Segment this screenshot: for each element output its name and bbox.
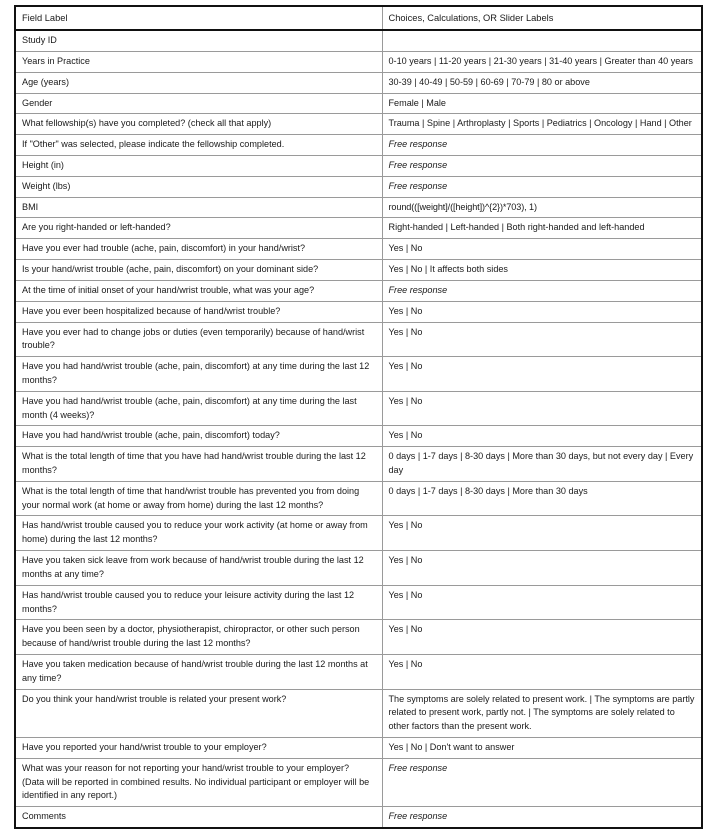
field-label-cell bbox=[15, 620, 382, 655]
field-label-text: Has hand/wrist trouble caused you to reduce your work activity (at home or away from home) during the last 12 months? bbox=[22, 520, 368, 545]
choices-text: 0 days | 1-7 days | 8-30 days | More than 30 days, but not every day | Every day bbox=[388, 451, 694, 475]
choices-cell bbox=[382, 516, 702, 551]
choices-text: 0 days | 1-7 days | 8-30 days | More than 30 days bbox=[388, 485, 588, 496]
field-label-text: Have you had hand/wrist trouble (ache, pain, discomfort) at any time during the last 12 months? bbox=[22, 361, 370, 385]
field-label-cell bbox=[15, 481, 382, 516]
choices-cell bbox=[382, 551, 702, 586]
field-label-text: If "Other" was selected, please indicate the fellowship completed. bbox=[22, 139, 285, 150]
free-response-text: Free response bbox=[388, 762, 448, 773]
table-row bbox=[15, 807, 702, 828]
choices-cell bbox=[382, 239, 702, 260]
field-label-text: What was your reason for not reporting your hand/wrist trouble to your employer? bbox=[22, 762, 350, 773]
field-label-text: Height (in) bbox=[22, 160, 64, 170]
free-response-text: Free response bbox=[388, 139, 448, 150]
choices-text: Yes | No bbox=[388, 361, 423, 372]
field-label-cell bbox=[15, 239, 382, 260]
free-response-text: Free response bbox=[388, 284, 448, 295]
field-label-cell bbox=[15, 516, 382, 551]
field-label-text: Do you think your hand/wrist trouble is related your present work? bbox=[22, 693, 287, 704]
field-label-cell bbox=[15, 807, 382, 828]
field-label-text: Is your hand/wrist trouble (ache, pain, discomfort) on your dominant side? bbox=[22, 264, 319, 275]
choices-cell bbox=[382, 135, 702, 156]
choices-text: Yes | No bbox=[388, 430, 423, 441]
choices-cell bbox=[382, 30, 702, 51]
choices-cell bbox=[382, 51, 702, 72]
table-row bbox=[15, 51, 702, 72]
choices-cell bbox=[382, 72, 702, 93]
choices-cell bbox=[382, 391, 702, 426]
field-label-text: Weight (lbs) bbox=[22, 180, 71, 191]
free-response-text: Free response bbox=[388, 160, 448, 170]
choices-text: Yes | No bbox=[388, 326, 423, 337]
table-row bbox=[15, 551, 702, 586]
choices-text: Yes | No bbox=[388, 555, 423, 566]
table-row bbox=[15, 758, 702, 806]
field-label-text: BMI bbox=[22, 201, 39, 212]
field-label-cell bbox=[15, 357, 382, 392]
field-label-text: What fellowship(s) have you completed? (check all that apply) bbox=[22, 118, 272, 129]
choices-text: Yes | No bbox=[388, 658, 423, 669]
field-label-text: Have you ever been hospitalized because of hand/wrist trouble? bbox=[22, 305, 281, 316]
field-label-cell bbox=[15, 447, 382, 482]
field-label-cell bbox=[15, 218, 382, 239]
field-label-cell bbox=[15, 758, 382, 806]
choices-cell bbox=[382, 738, 702, 759]
field-label-text: What is the total length of time that hand/wrist trouble has prevented you from doing your normal work (at home or away from home) during the last 12 months? bbox=[22, 485, 360, 510]
field-label-text: Have you taken sick leave from work because of hand/wrist trouble during the last 12 months at any time? bbox=[22, 555, 364, 579]
field-label-text: Have you taken medication because of hand/wrist trouble during the last 12 months at any time? bbox=[22, 658, 368, 683]
field-label-text: Have you ever had to change jobs or duties (even temporarily) because of hand/wrist trouble? bbox=[22, 326, 365, 351]
field-label-text: Age (years) bbox=[22, 76, 70, 87]
field-label-text: What is the total length of time that you have had hand/wrist trouble during the last 12 months? bbox=[22, 451, 366, 475]
choices-cell bbox=[382, 322, 702, 357]
table-row bbox=[15, 176, 702, 197]
choices-text: Yes | No bbox=[388, 520, 423, 531]
choices-cell bbox=[382, 357, 702, 392]
table-row bbox=[15, 93, 702, 114]
field-label-cell bbox=[15, 738, 382, 759]
choices-text: 30-39 | 40-49 | 50-59 | 60-69 | 70-79 | 80 or above bbox=[388, 76, 590, 87]
table-row bbox=[15, 135, 702, 156]
choices-cell bbox=[382, 689, 702, 737]
choices-cell bbox=[382, 93, 702, 114]
table-row bbox=[15, 654, 702, 689]
choices-cell bbox=[382, 758, 702, 806]
field-label-cell bbox=[15, 197, 382, 218]
table-row bbox=[15, 620, 702, 655]
choices-text: Yes | No bbox=[388, 243, 423, 254]
field-label-cell bbox=[15, 689, 382, 737]
column-header-choices: Choices, Calculations, OR Slider Labels bbox=[382, 6, 702, 30]
field-label-cell bbox=[15, 176, 382, 197]
table-row bbox=[15, 391, 702, 426]
field-label-cell bbox=[15, 156, 382, 177]
choices-text: Yes | No bbox=[388, 624, 423, 635]
choices-cell bbox=[382, 301, 702, 322]
choices-text: Yes | No bbox=[388, 589, 423, 600]
field-label-cell bbox=[15, 585, 382, 620]
choices-text: Yes | No bbox=[388, 395, 423, 406]
field-label-cell bbox=[15, 30, 382, 51]
choices-text: Female | Male bbox=[388, 97, 446, 108]
choices-cell bbox=[382, 197, 702, 218]
free-response-text: Free response bbox=[388, 811, 448, 822]
choices-cell bbox=[382, 654, 702, 689]
table-row bbox=[15, 30, 702, 51]
table-row bbox=[15, 516, 702, 551]
field-label-text: Have you been seen by a doctor, physiotherapist, chiropractor, or other such person because of hand/wrist trouble during the last 12 months? bbox=[22, 624, 360, 649]
calculation-text: round(([weight]/([height])^{2})*703), 1) bbox=[388, 201, 537, 212]
choices-text: Yes | No bbox=[388, 305, 423, 316]
field-label-cell bbox=[15, 260, 382, 281]
table-row bbox=[15, 280, 702, 301]
field-label-cell bbox=[15, 426, 382, 447]
table-row bbox=[15, 114, 702, 135]
table-row bbox=[15, 301, 702, 322]
choices-text: 0-10 years | 11-20 years | 21-30 years | 31-40 years | Greater than 40 years bbox=[388, 55, 693, 66]
table-row bbox=[15, 197, 702, 218]
table-row bbox=[15, 322, 702, 357]
table-row bbox=[15, 218, 702, 239]
field-label-text: Years in Practice bbox=[22, 55, 90, 66]
choices-cell bbox=[382, 280, 702, 301]
field-label-text: Study ID bbox=[22, 35, 57, 46]
field-label-text: Have you ever had trouble (ache, pain, discomfort) in your hand/wrist? bbox=[22, 243, 306, 254]
field-label-cell bbox=[15, 93, 382, 114]
table-row bbox=[15, 426, 702, 447]
choices-text: Right-handed | Left-handed | Both right-handed and left-handed bbox=[388, 222, 645, 233]
field-label-cell bbox=[15, 301, 382, 322]
choices-text: Trauma | Spine | Arthroplasty | Sports | Pediatrics | Oncology | Hand | Other bbox=[388, 118, 692, 129]
field-label-text: Have you reported your hand/wrist trouble to your employer? bbox=[22, 742, 267, 752]
field-label-text: Are you right-handed or left-handed? bbox=[22, 222, 171, 233]
choices-text: Yes | No | Don't want to answer bbox=[388, 742, 515, 752]
table-row bbox=[15, 156, 702, 177]
table-header bbox=[15, 6, 702, 30]
table-body bbox=[15, 30, 702, 828]
choices-cell bbox=[382, 156, 702, 177]
table-row bbox=[15, 260, 702, 281]
table-row bbox=[15, 239, 702, 260]
field-label-text: Has hand/wrist trouble caused you to reduce your leisure activity during the last 12 months? bbox=[22, 589, 355, 614]
choices-cell bbox=[382, 620, 702, 655]
field-label-text: Gender bbox=[22, 97, 53, 108]
field-label-text: Have you had hand/wrist trouble (ache, pain, discomfort) at any time during the last month (4 weeks)? bbox=[22, 395, 357, 420]
table-row bbox=[15, 481, 702, 516]
table-row bbox=[15, 357, 702, 392]
choices-cell bbox=[382, 447, 702, 482]
field-label-cell bbox=[15, 135, 382, 156]
choices-text: The symptoms are solely related to present work. | The symptoms are partly related to present work, partly not. | The symptoms are solely related to other factors than the present work. bbox=[388, 693, 695, 732]
choices-cell bbox=[382, 426, 702, 447]
choices-cell bbox=[382, 114, 702, 135]
table-row bbox=[15, 689, 702, 737]
field-label-cell bbox=[15, 51, 382, 72]
choices-cell bbox=[382, 176, 702, 197]
choices-cell bbox=[382, 260, 702, 281]
choices-cell bbox=[382, 218, 702, 239]
choices-text: Yes | No | It affects both sides bbox=[388, 264, 508, 275]
column-header-field-label: Field Label bbox=[15, 6, 382, 30]
choices-cell bbox=[382, 481, 702, 516]
field-label-text: At the time of initial onset of your hand/wrist trouble, what was your age? bbox=[22, 284, 315, 295]
field-label-cell bbox=[15, 551, 382, 586]
table-row bbox=[15, 72, 702, 93]
field-label-cell bbox=[15, 322, 382, 357]
choices-cell bbox=[382, 585, 702, 620]
table-row bbox=[15, 585, 702, 620]
field-label-cell bbox=[15, 114, 382, 135]
field-label-cell bbox=[15, 72, 382, 93]
field-label-note: (Data will be reported in combined results. No individual participant or employer will be identified in any report.) bbox=[22, 776, 370, 801]
choices-cell bbox=[382, 807, 702, 828]
field-label-cell bbox=[15, 391, 382, 426]
field-label-cell bbox=[15, 280, 382, 301]
free-response-text: Free response bbox=[388, 180, 448, 191]
field-label-text: Have you had hand/wrist trouble (ache, pain, discomfort) today? bbox=[22, 430, 280, 441]
table-row bbox=[15, 447, 702, 482]
field-label-text: Comments bbox=[22, 811, 66, 822]
table-header-row bbox=[15, 6, 702, 30]
table-row bbox=[15, 738, 702, 759]
data-dictionary-table bbox=[14, 5, 703, 829]
field-label-cell bbox=[15, 654, 382, 689]
